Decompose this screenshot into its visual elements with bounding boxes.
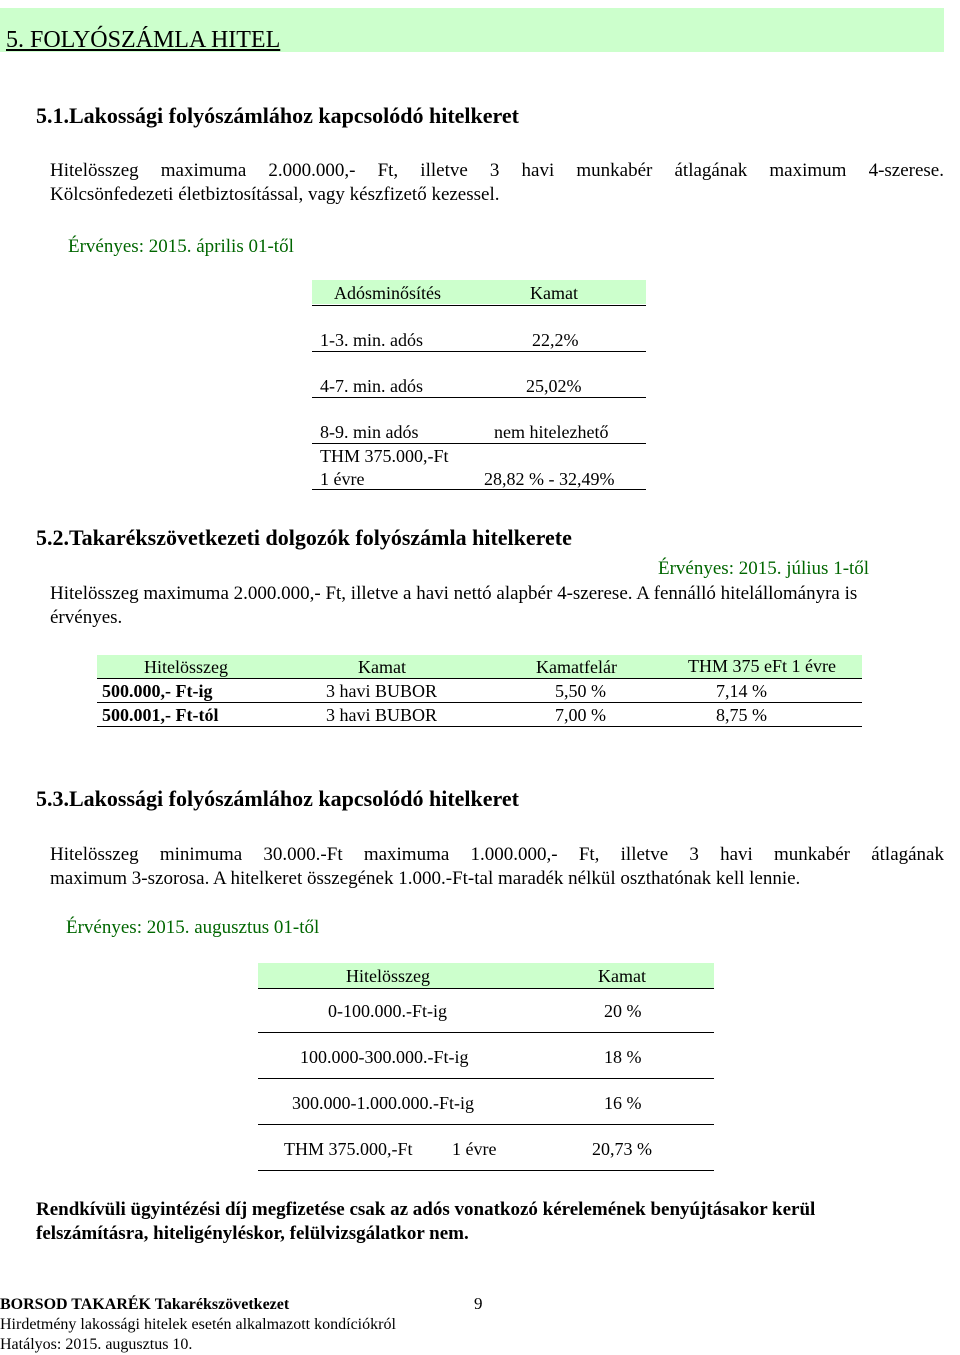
s53-row1-value: 20 %: [604, 1001, 642, 1021]
section-title: 5. FOLYÓSZÁMLA HITEL: [6, 27, 281, 53]
s53-thm-label: THM 375.000,-Ft: [284, 1139, 413, 1159]
s53-row3-line: [258, 1124, 714, 1125]
s52-row1-amount: 500.000,- Ft-ig: [102, 681, 213, 701]
s53-col-header-rate: Kamat: [598, 966, 646, 986]
s51-row2-label: 4-7. min. adós: [320, 376, 423, 396]
s51-valid-date: Érvényes: 2015. április 01-től: [68, 236, 294, 257]
s52-row1-margin: 5,50 %: [555, 681, 606, 701]
subsection-5-3-heading: 5.3.Lakossági folyószámlához kapcsolódó hitelkeret: [36, 786, 520, 811]
s52-col-header-margin: Kamatfelár: [536, 657, 617, 677]
s51-thm-year: 1 évre: [320, 469, 365, 489]
s52-valid-date: Érvényes: 2015. július 1-től: [658, 558, 870, 579]
s52-col-header-rate: Kamat: [358, 657, 406, 677]
s52-text-line1: Hitelösszeg maximuma 2.000.000,- Ft, illetve a havi nettó alapbér 4-szerese. A fennálló hitelállományra is: [50, 583, 858, 604]
section-header: [0, 8, 944, 52]
s52-row2-margin: 7,00 %: [555, 705, 606, 725]
s51-thm-label: THM 375.000,-Ft: [320, 446, 449, 466]
s53-row2-line: [258, 1078, 714, 1079]
s51-row3-line: [312, 443, 646, 444]
s51-col-header-rating: Adósminősítés: [334, 283, 442, 303]
s52-row2-line: [97, 726, 862, 727]
subsection-5-2-heading: 5.2.Takarékszövetkezeti dolgozók folyószámla hitelkerete: [36, 525, 572, 550]
s53-row1-label: 0-100.000.-Ft-ig: [328, 1001, 447, 1021]
s53-row1-line: [258, 1032, 714, 1033]
s53-col-header-amount: Hitelösszeg: [346, 966, 430, 986]
footer-company: BORSOD TAKARÉK Takarékszövetkezet: [0, 1296, 290, 1313]
s51-row3-label: 8-9. min adós: [320, 422, 419, 442]
fee-note-line1: Rendkívüli ügyintézési díj megfizetése csak az adós vonatkozó kérelemének benyújtásakor kerül: [36, 1199, 816, 1220]
s51-thm-line: [312, 489, 646, 490]
s51-row2-line: [312, 397, 646, 398]
s53-valid-date: Érvényes: 2015. augusztus 01-től: [66, 917, 320, 938]
s53-row3-value: 16 %: [604, 1093, 642, 1113]
s52-text-line2: érvényes.: [50, 607, 123, 628]
s53-thm-line: [258, 1170, 714, 1171]
footer-doc-title: Hirdetmény lakossági hitelek esetén alkalmazott kondíciókról: [0, 1316, 396, 1333]
s51-col-header-rate: Kamat: [530, 283, 578, 303]
s51-row1-line: [312, 351, 646, 352]
s51-header-line: [312, 305, 646, 306]
s53-thm-value: 20,73 %: [592, 1139, 652, 1159]
s53-row2-label: 100.000-300.000.-Ft-ig: [300, 1047, 469, 1067]
s53-row2-value: 18 %: [604, 1047, 642, 1067]
s52-row1-thm: 7,14 %: [716, 681, 767, 701]
s51-thm-value: 28,82 % - 32,49%: [484, 469, 615, 489]
s52-row2-thm: 8,75 %: [716, 705, 767, 725]
footer-page-number: 9: [474, 1294, 483, 1313]
fee-note-line2: felszámításra, hiteligényléskor, felülvizsgálatkor nem.: [36, 1223, 469, 1244]
s51-row2-value: 25,02%: [526, 376, 582, 396]
s53-thm-year: 1 évre: [452, 1139, 497, 1159]
footer-effective-date: Hatályos: 2015. augusztus 10.: [0, 1336, 193, 1353]
subsection-5-1-heading: 5.1.Lakossági folyószámlához kapcsolódó hitelkeret: [36, 103, 520, 128]
s53-row3-label: 300.000-1.000.000.-Ft-ig: [292, 1093, 474, 1113]
s52-header-line: [97, 678, 862, 679]
s52-row1-rate: 3 havi BUBOR: [326, 681, 438, 701]
s51-row3-value: nem hitelezhető: [494, 422, 609, 442]
s51-text-line1: Hitelösszeg maximuma 2.000.000,- Ft, illetve 3 havi munkabér átlagának maximum 4-szerese.: [50, 160, 944, 181]
s52-row2-amount: 500.001,- Ft-tól: [102, 705, 219, 725]
s52-col-header-amount: Hitelösszeg: [144, 657, 228, 677]
s52-col-header-thm: THM 375 eFt 1 évre: [688, 656, 836, 676]
s52-row2-rate: 3 havi BUBOR: [326, 705, 438, 725]
s51-row1-value: 22,2%: [532, 330, 579, 350]
s52-row1-line: [97, 702, 862, 703]
s51-text-line2: Kölcsönfedezeti életbiztosítással, vagy készfizető kezessel.: [50, 184, 500, 205]
s53-text-line2: maximum 3-szorosa. A hitelkeret összegének 1.000.-Ft-tal maradék nélkül oszthatónak kell lennie.: [50, 868, 801, 889]
s53-header-line: [258, 988, 714, 989]
s53-text-line1: Hitelösszeg minimuma 30.000.-Ft maximuma 1.000.000,- Ft, illetve 3 havi munkabér átlagának: [50, 844, 944, 865]
s51-row1-label: 1-3. min. adós: [320, 330, 423, 350]
